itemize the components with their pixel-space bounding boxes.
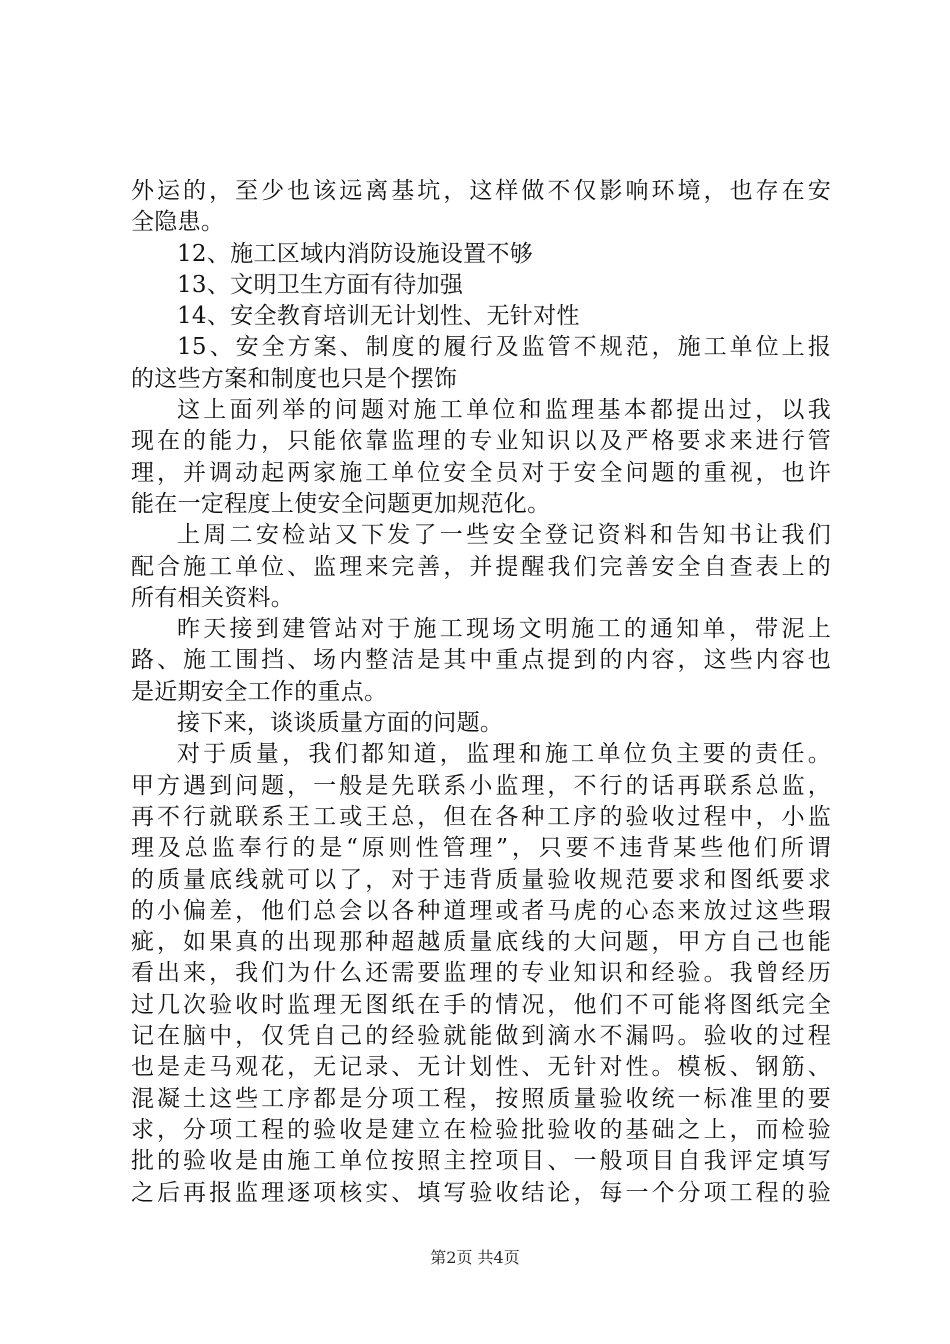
text-line: 记在脑中，仅凭自己的经验就能做到滴水不漏吗。验收的过程 (131, 1023, 831, 1050)
text-line: 过几次验收时监理无图纸在手的情况，他们不可能将图纸完全 (131, 991, 831, 1018)
text-line: 理及总监奉行的是“原则性管理”，只要不违背某些他们所谓 (131, 835, 831, 862)
text-line: 全隐患。 (131, 209, 225, 236)
text-line: 14、安全教育培训无计划性、无针对性 (177, 303, 580, 330)
text-line: 理，并调动起两家施工单位安全员对于安全问题的重视，也许 (131, 459, 831, 486)
text-line: 这上面列举的问题对施工单位和监理基本都提出过，以我 (177, 397, 831, 424)
text-line: 疵，如果真的出现那种超越质量底线的大问题，甲方自己也能 (131, 929, 831, 956)
text-line: 15、安全方案、制度的履行及监管不规范，施工单位上报 (177, 334, 831, 361)
text-line: 接下来，谈谈质量方面的问题。 (177, 710, 504, 737)
text-line: 能在一定程度上使安全问题更加规范化。 (131, 490, 551, 517)
text-line: 批的验收是由施工单位按照主控项目、一般项目自我评定填写 (131, 1148, 831, 1175)
text-line: 所有相关资料。 (131, 584, 295, 611)
text-line: 也是走马观花，无记录、无计划性、无针对性。模板、钢筋、 (131, 1054, 831, 1081)
text-line: 现在的能力，只能依靠监理的专业知识以及严格要求来进行管 (131, 428, 831, 455)
text-line: 的小偏差，他们总会以各种道理或者马虎的心态来放过这些瑕 (131, 897, 831, 924)
text-line: 昨天接到建管站对于施工现场文明施工的通知单，带泥上 (177, 616, 831, 643)
text-line: 求，分项工程的验收是建立在检验批验收的基础之上，而检验 (131, 1116, 831, 1143)
text-line: 混凝土这些工序都是分项工程，按照质量验收统一标准里的要 (131, 1085, 831, 1112)
text-line: 13、文明卫生方面有待加强 (177, 271, 464, 298)
text-line: 上周二安检站又下发了一些安全登记资料和告知书让我们 (177, 522, 831, 549)
text-line: 甲方遇到问题，一般是先联系小监理，不行的话再联系总监， (131, 772, 831, 799)
text-line: 之后再报监理逐项核实、填写验收结论，每一个分项工程的验 (131, 1179, 831, 1206)
text-line: 外运的，至少也该远离基坑，这样做不仅影响环境，也存在安 (131, 178, 831, 204)
document-body (131, 176, 831, 1209)
page-footer: 第2页 共4页 (430, 1248, 520, 1267)
text-line: 的质量底线就可以了，对于违背质量验收规范要求和图纸要求 (131, 866, 831, 893)
text-line: 的这些方案和制度也只是个摆饰 (131, 365, 458, 392)
text-line: 12、施工区域内消防设施设置不够 (177, 240, 534, 267)
text-line: 对于质量，我们都知道，监理和施工单位负主要的责任。 (177, 741, 831, 768)
text-line: 配合施工单位、监理来完善，并提醒我们完善安全自查表上的 (131, 553, 831, 580)
text-line: 路、施工围挡、场内整洁是其中重点提到的内容，这些内容也 (131, 647, 831, 674)
text-line: 再不行就联系王工或王总，但在各种工序的验收过程中，小监 (131, 803, 831, 830)
text-line: 看出来，我们为什么还需要监理的专业知识和经验。我曾经历 (131, 960, 831, 987)
text-line: 是近期安全工作的重点。 (131, 678, 388, 705)
